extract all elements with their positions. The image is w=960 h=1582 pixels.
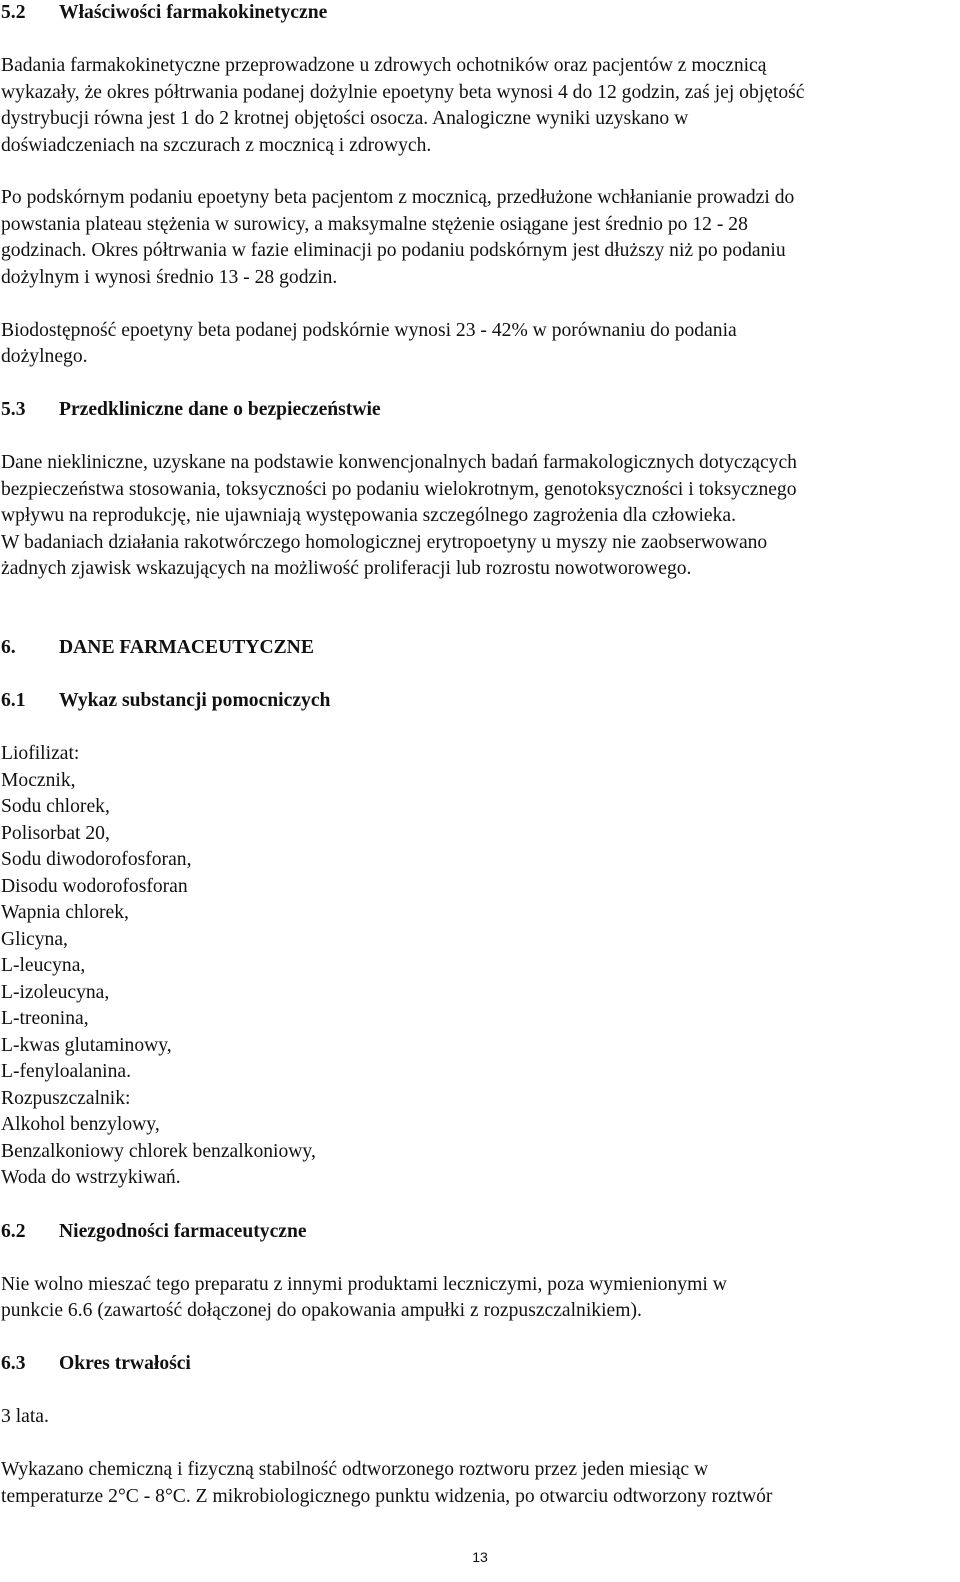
heading-6 <box>1 635 314 661</box>
list-item: Mocznik, <box>1 770 76 791</box>
heading-number: 5.2 <box>1 2 26 23</box>
list-item: Sodu chlorek, <box>1 796 110 817</box>
list-item: Rozpuszczalnik: <box>1 1088 131 1109</box>
list-item: L-kwas glutaminowy, <box>1 1035 172 1056</box>
text-line: Biodostępność epoetyny beta podanej podskórnie wynosi 23 - 42% w porównaniu do podania <box>1 320 737 341</box>
text-line: dystrybucji równa jest 1 do 2 krotnej objętości osocza. Analogiczne wyniki uzyskano w <box>1 108 689 129</box>
text-line: godzinach. Okres półtrwania w fazie eliminacji po podaniu podskórnym jest dłuższy niż po podaniu <box>1 240 786 261</box>
list-item: Polisorbat 20, <box>1 823 110 844</box>
text-line: wykazały, że okres półtrwania podanej dożylnie epoetyny beta wynosi 4 do 12 godzin, zaś jej objętość <box>1 82 805 103</box>
list-item: Disodu wodorofosforan <box>1 876 188 897</box>
list-item: Woda do wstrzykiwań. <box>1 1167 181 1188</box>
text-line: temperaturze 2°C - 8°C. Z mikrobiologicznego punktu widzenia, po otwarciu odtworzony roztwór <box>1 1486 773 1507</box>
heading-number: 6.1 <box>1 690 26 711</box>
text-line: Wykazano chemiczną i fizyczną stabilność odtworzonego roztworu przez jeden miesiąc w <box>1 1459 709 1480</box>
text-line: W badaniach działania rakotwórczego homologicznej erytropoetyny u myszy nie zaobserwowano <box>1 532 768 553</box>
list-item: Wapnia chlorek, <box>1 902 129 923</box>
list-item: L-leucyna, <box>1 955 86 976</box>
heading-5-3 <box>1 397 381 423</box>
text-line: bezpieczeństwa stosowania, toksyczności po podaniu wielokrotnym, genotoksyczności i toksycznego <box>1 479 797 500</box>
heading-title: Właściwości farmakokinetyczne <box>59 2 328 23</box>
text-line: punkcie 6.6 (zawartość dołączonej do opakowania ampułki z rozpuszczalnikiem). <box>1 1300 642 1321</box>
heading-5-2 <box>1 0 327 26</box>
heading-number: 6.2 <box>1 1221 26 1242</box>
text-line: Nie wolno mieszać tego preparatu z innymi produktami leczniczymi, poza wymienionymi w <box>1 1274 727 1295</box>
text-line: Po podskórnym podaniu epoetyny beta pacjentom z mocznicą, przedłużone wchłanianie prowadzi do <box>1 187 795 208</box>
heading-6-1 <box>1 688 330 714</box>
page-number: 13 <box>472 1549 488 1565</box>
heading-number: 6.3 <box>1 1353 26 1374</box>
list-item: Glicyna, <box>1 929 68 950</box>
list-item: Benzalkoniowy chlorek benzalkoniowy, <box>1 1141 316 1162</box>
text-line: dożylnym i wynosi średnio 13 - 28 godzin. <box>1 267 338 288</box>
text-line: powstania plateau stężenia w surowicy, a maksymalne stężenie osiągane jest średnio po 12 - 28 <box>1 214 748 235</box>
heading-6-2 <box>1 1219 307 1245</box>
text-line: wpływu na reprodukcję, nie ujawniają występowania szczególnego zagrożenia dla człowieka. <box>1 505 737 526</box>
heading-title: Wykaz substancji pomocniczych <box>59 690 331 711</box>
text-line: 3 lata. <box>1 1406 49 1427</box>
list-item: Liofilizat: <box>1 743 80 764</box>
heading-title: Przedkliniczne dane o bezpieczeństwie <box>59 399 381 420</box>
list-item: Sodu diwodorofosforan, <box>1 849 192 870</box>
heading-title: DANE FARMACEUTYCZNE <box>59 637 314 658</box>
list-item: L-izoleucyna, <box>1 982 110 1003</box>
text-line: żadnych zjawisk wskazujących na możliwość proliferacji lub rozrostu nowotworowego. <box>1 558 692 579</box>
list-item: L-fenyloalanina. <box>1 1061 132 1082</box>
list-item: Alkohol benzylowy, <box>1 1114 160 1135</box>
heading-number: 6. <box>1 637 16 658</box>
text-line: Dane niekliniczne, uzyskane na podstawie konwencjonalnych badań farmakologicznych dotyczących <box>1 452 797 473</box>
heading-number: 5.3 <box>1 399 26 420</box>
list-item: L-treonina, <box>1 1008 89 1029</box>
text-line: dożylnego. <box>1 346 88 367</box>
heading-title: Okres trwałości <box>59 1353 191 1374</box>
text-line: doświadczeniach na szczurach z mocznicą i zdrowych. <box>1 135 432 156</box>
heading-title: Niezgodności farmaceutyczne <box>59 1221 307 1242</box>
text-line: Badania farmakokinetyczne przeprowadzone u zdrowych ochotników oraz pacjentów z mocznicą <box>1 55 767 76</box>
heading-6-3 <box>1 1351 191 1377</box>
